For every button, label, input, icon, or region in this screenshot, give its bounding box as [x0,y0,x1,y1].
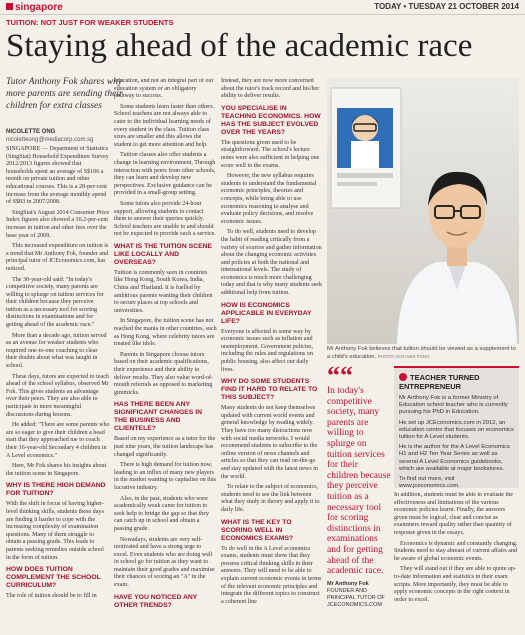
quote-mark-icon: ““ [327,361,353,390]
paragraph: Tuition is commonly seen in countries like Hong Kong, South Korea, India, China and Thailand. It is fuelled by ambitious parents wanting their children to secure places at top schools and universities. [114,269,213,314]
article-column-1 [6,146,110,632]
subheading: WHAT IS THE KEY TO SCORING WELL IN ECONOMICS EXAMS? [221,518,294,542]
paragraph: Some students learn faster than others. School teachers are not always able to cater to the individual learning needs of every student in the class. Tuition class sizes are smaller and this allows the student to get more attention and help. [114,103,215,148]
paragraph: In addition, students must be able to evaluate the effectiveness and limitations of the various economic policies learnt. Finally, the answers given must be logical, clear and concise as examiners reward quality rather than quantity of response given in the essays. [394,492,513,536]
sidebar-body [399,395,514,490]
paragraph: The role of tuition should be to fill in [6,593,97,600]
paragraph: More than a decade ago, tuition served as an avenue for weaker students who required one-to-one coaching to clear their doubts about what was taught in school. [6,332,107,370]
sidebar-paragraph: Mr Anthony Fok is a former Ministry of Education school teacher who is currently pursuing his PhD in Education. [399,395,508,416]
headline: Staying ahead of the academic race [6,28,473,64]
subheading: WHAT IS THE TUITION SCENE LIKE LOCALLY AND OVERSEAS? [114,242,213,266]
standfirst: Tutor Anthony Fok shares why more parents are sending their children for extra classes [6,77,123,111]
section-marker-icon [6,3,13,10]
article-column-5 [394,492,519,632]
paragraph: To relate to the subject of economics, students need to see the link between what they study in theory and apply it to daily life. [221,484,320,513]
sidebar-paragraph: He set up JCEconomics.com in 2012, an education centre that focuses on economics tuition for A Level students. [399,419,514,441]
subheading: HAS THERE BEEN ANY SIGNIFICANT CHANGES IN THE BUSINESS AND CLIENTELE? [114,401,202,433]
paragraph: Some tutors also provide 24-hour support, allowing students to contact them to answer their queries quickly. School teachers are unable to and should not be expected to provide such a service. [114,200,216,238]
paragraph: To do well, students need to develop the habit of reading critically from a variety of sources and gather information about the changing economic activities and policies at both the national and international levels. The study of economics is much more challenging today and that is why many students seek additional help from tuition. [221,229,323,297]
subheading: WHY DO SOME STUDENTS FIND IT HARD TO RELATE TO THIS SUBJECT? [221,378,318,402]
profile-sidebar [394,366,519,488]
paragraph: Based on my experience as a tutor for the past nine years, the tuition landscape has changed significantly. [114,436,216,458]
paragraph: This increased expenditure on tuition is a trend that Mr Anthony Fok, founder and principal tutor of JCEconomics.com, has noticed. [6,243,109,272]
photo-caption: Mr Anthony Fok believes that tuition should be viewed as a supplement to a child's education. PHOTO: KOH MUI FONG [327,346,516,360]
paragraph: The 30-year-old said: "In today's competitive society, many parents are willing to splurge on tuition services for their children because they perceive tuition as a necessary tool for scoring distinctions in examinations and for getting ahead of the academic race." [6,276,104,329]
paragraph: The questions given used to be straightforward. The school's lecture notes were also sufficient in helping one score well in the exams. [221,139,320,169]
subheading: HOW DOES TUITION COMPLEMENT THE SCHOOL CURRICULUM? [6,566,101,590]
paragraph: These days, tutors are expected to teach ahead of the school syllabus, observed Mr Fok. This gives students an advantage over their peers. They are also able to participate in more meaningful discussions during lessons. [6,373,109,418]
article-column-2 [114,78,217,632]
paragraph: They will stand out if they are able to quote up-to-date information and statistics in their exam scripts. More importantly, they must be able to apply economic concepts in the right context in order to excel. [394,566,517,603]
byline [6,128,126,144]
kicker: TUITION: NOT JUST FOR WEAKER STUDENTS [6,18,174,27]
section-label: singapore [6,2,63,13]
subheading: WHY IS THERE HIGH DEMAND FOR TUITION? [6,482,106,498]
paragraph: He added: "There are some parents who are so eager to give their children a head start that they approached me to coach their 16-year-old Secondary 4 children in A Level economics." [6,422,110,459]
paragraph: Instead, they are now more concerned about the tutor's track record and his/her ability to deliver results. [221,78,320,100]
paragraph: Many students do not keep themselves updated with current world events and general knowledge by reading widely. They have too many distractions now with social media networks. I would recommend students to subscribe to the online version of news channels and articles so that they can read on-the-go and stay updated with the latest news in the world. [221,405,318,480]
byline-email: nicoletteong@mediacorp.com.sg [6,137,94,143]
paragraph: Here, Mr Fok shares his insights about the tuition scene in Singapore. [6,463,107,477]
paragraph: In Singapore, the tuition scene has not reached the mania in other countries, such as Hong Kong, where celebrity tutors are treated like idols. [114,318,217,348]
paragraph: There is high demand for tuition now, leading to an influx of many new players in the market wanting to capitalise on this lucrative industry. [114,462,217,491]
portrait-illustration [327,78,519,344]
paragraph: education, and not an integral part of our education system or an obligatory pathway to success. [114,78,214,100]
pull-quote-text: In today's competitive society, many parents are willing to splurge on tuition services for their children because they perceive tuition as a necessary tool for scoring distinctions in examinations and for getting ahead of the academic race. [327,386,391,577]
paragraph: Economics is dynamic and constantly changing. Students need to stay abreast of current affairs and be aware of global economic events. [394,540,518,562]
paragraph: SINGAPORE — Department of Statistics (SingStat) Household Expenditure Survey 2012/2013 figures showed that households spent an average of S$106 a month on private tuition and other educational courses. This is a 28-per-cent increase from the average monthly spend of S$83 in 2007/2008. [6,146,109,206]
paragraph: Everyone is affected in some way by economic issues such as inflation and unemployment. Government policies, including the rules and regulations on public housing, also affect our daily lives. [221,328,314,373]
sidebar-paragraph: He is the author for the A Level Economics H1 and H2 Ten Year Series as well as several A Level Economics guidebooks, which are available at major bookstores. [399,444,511,472]
pull-quote-role: FOUNDER AND PRINCIPAL TUTOR OF JCECONOMICS.COM [327,587,385,608]
subheading: YOU SPECIALISE IN TEACHING ECONOMICS. HOW HAS THE SUBJECT EVOLVED OVER THE YEARS? [221,104,321,136]
paragraph: Tuition classes also offer students a change in learning environment. Through interaction with peers from other schools, they can learn and develop new perspectives. Exclusive guidance can be provided in a small-group setting. [114,152,216,197]
subheading: HAVE YOU NOTICED ANY OTHER TRENDS? [114,593,198,609]
sidebar-paragraph: To find out more, visit www.jceconomics.com. [399,476,460,490]
portrait-photo [327,78,519,344]
pull-quote-name: Mr Anthony Fok [327,580,369,587]
pull-quote-attribution [327,581,391,609]
bullet-icon [399,373,407,381]
paragraph: However, the new syllabus requires students to understand the fundamental economic principles, theories and concepts, while being able to use economics reasoning to analyse and evaluate policy decisions, and resolve economic issues. [221,173,317,225]
photo-credit: PHOTO: KOH MUI FONG [377,354,430,359]
paragraph: SingStat's August 2014 Consumer Price Index figures also showed a 10.2-per-cent increase in tuition and other fees over the base year of 2009. [6,209,110,239]
paragraph: Nowadays, students are very self-motivated and have a strong urge to excel. Even students who are doing well in school go for tuition as they want to maintain their good grades and maximise their chances of scoring an "A" in the exam. [114,536,215,589]
pull-quote [327,361,391,609]
paragraph: To do well in the A Level economics exams, students must show that they possess critical thinking skills in their answers. They will need to be able to explain current economic events in terms of the relevant economic principles and integrate the different topics to construct a coherent line [221,545,322,605]
subheading: HOW IS ECONOMICS APPLICABLE IN EVERYDAY LIFE? [221,301,312,325]
sidebar-title: TEACHER TURNED ENTREPRENEUR [399,373,480,391]
byline-name: NICOLETTE ONG [6,129,56,135]
paragraph: With the shift in focus of having higher-level thinking skills, students these days are finding it harder to cope with the increasing complexity of examination questions. Many of them struggle to obtain a passing grade. This leads to parents seeking remedies outside school in the form of tuition. [6,501,104,561]
dateline: TODAY • TUESDAY 21 OCTOBER 2014 [374,2,519,11]
paragraph: Parents in Singapore choose tutors based on their academic qualifications, their experience and their ability to deliver results. They also value word-of-mouth referrals as opposed to marketing gimmicks. [114,351,214,396]
page-header [0,0,525,15]
paragraph: Also, in the past, students who were academically weak came for tuition to seek help to bridge the gap so that they can catch up in school and obtain a passing grade. [114,495,210,532]
article-column-3 [221,78,323,632]
